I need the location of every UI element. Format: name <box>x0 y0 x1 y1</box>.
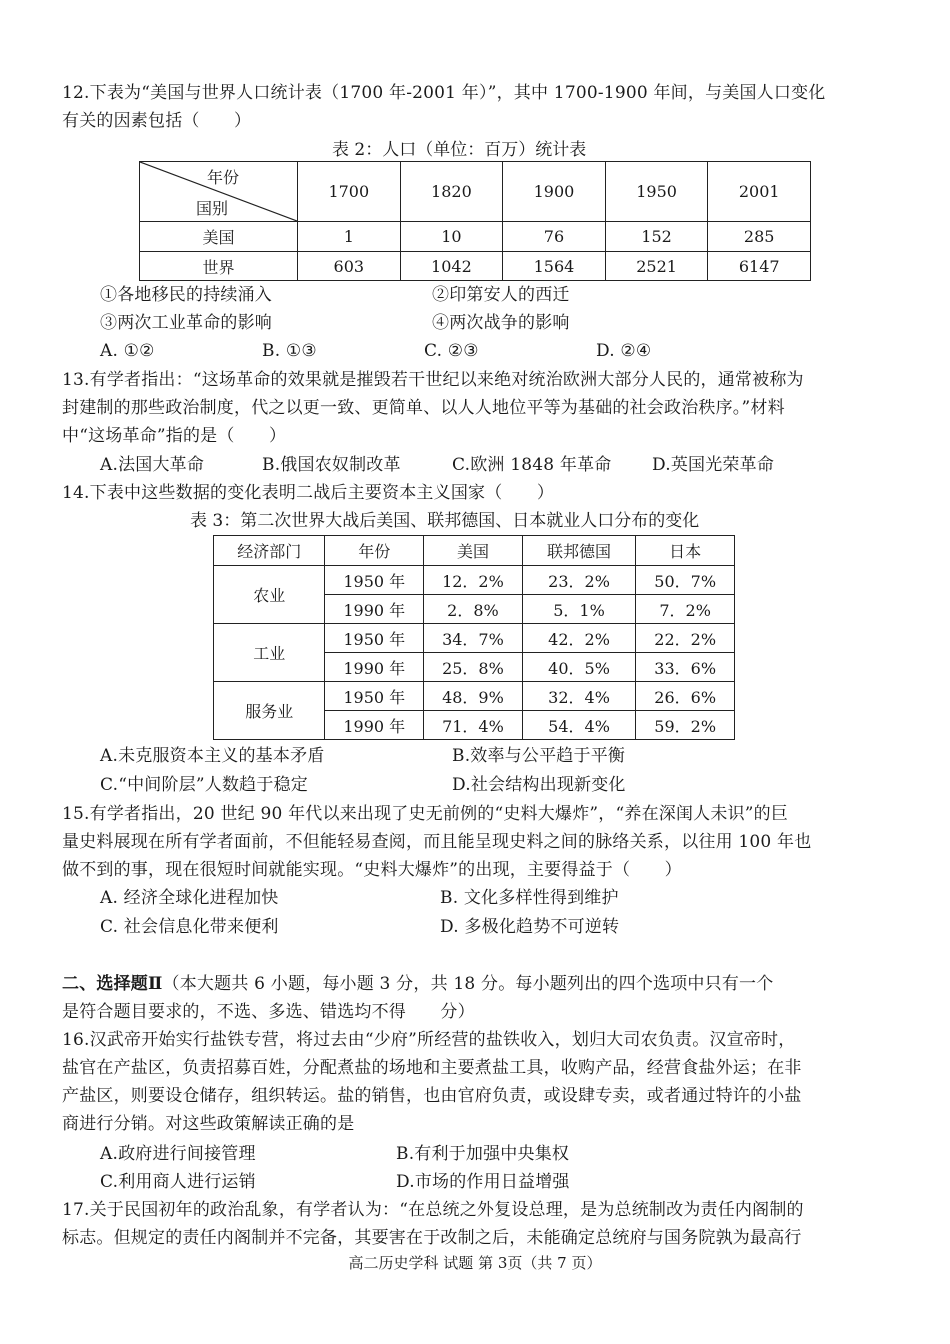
row-label: 世界 <box>140 252 298 281</box>
q13-option-a: A.法国大革命 <box>100 455 205 475</box>
year-cell: 1950 年 <box>325 566 424 595</box>
year-cell: 1950 年 <box>325 624 424 653</box>
header-corner-country: 国别 <box>196 199 229 218</box>
table-row <box>140 252 811 281</box>
section2-heading: 二、选择题Ⅱ <box>62 974 163 994</box>
q13-option-b: B.俄国农奴制改革 <box>262 455 401 475</box>
q15-option-b: B. 文化多样性得到维护 <box>440 888 619 908</box>
q13-stem-line1: 13.有学者指出：“这场革命的效果就是摧毁若干世纪以来绝对统治欧洲大部分人民的，通常被称为 <box>62 370 804 390</box>
q16-option-b: B.有利于加强中央集权 <box>396 1144 570 1164</box>
q15-option-a: A. 经济全球化进程加快 <box>100 888 279 908</box>
q12-stem-line1: 12.下表为“美国与世界人口统计表（1700 年-2001 年）”，其中 1700-1900 年间，与美国人口变化 <box>62 83 826 103</box>
table-cell: 2．8% <box>424 595 523 624</box>
table-cell: 40．5% <box>522 653 636 682</box>
q17-stem-line1: 17.关于民国初年的政治乱象，有学者认为：“在总统之外复设总理，是为总统制改为责任内阁制的 <box>62 1200 804 1220</box>
column-header: 美国 <box>424 536 523 566</box>
table-cell: 34．7% <box>424 624 523 653</box>
q12-option-b: B. ①③ <box>262 341 317 361</box>
table-row <box>214 566 735 595</box>
q15-option-c: C. 社会信息化带来便利 <box>100 917 279 937</box>
table-cell: 50．7% <box>636 566 735 595</box>
q14-table-title: 表 3：第二次世界大战后美国、联邦德国、日本就业人口分布的变化 <box>190 511 700 531</box>
q13-option-d: D.英国光荣革命 <box>652 455 775 475</box>
table-cell: 10 <box>400 222 503 252</box>
column-header: 经济部门 <box>214 536 325 566</box>
section2-desc-line2: 是符合题目要求的，不选、多选、错选均不得 分） <box>62 1002 475 1022</box>
table-cell: 71．4% <box>424 711 523 740</box>
column-header: 联邦德国 <box>522 536 636 566</box>
table-cell: 603 <box>298 252 401 281</box>
q14-stem: 14.下表中这些数据的变化表明二战后主要资本主义国家（ ） <box>62 483 555 503</box>
year-header: 2001 <box>708 162 811 222</box>
table-cell: 59．2% <box>636 711 735 740</box>
table-cell: 5．1% <box>522 595 636 624</box>
q14-option-a: A.未克服资本主义的基本矛盾 <box>100 746 325 766</box>
table-cell: 26．6% <box>636 682 735 711</box>
year-header: 1820 <box>400 162 503 222</box>
row-label: 美国 <box>140 222 298 252</box>
table-cell: 2521 <box>605 252 708 281</box>
q12-item-1: ①各地移民的持续涌入 <box>100 285 272 305</box>
table-cell: 33．6% <box>636 653 735 682</box>
population-table <box>139 161 811 281</box>
q16-stem-line4: 商进行分销。对这些政策解读正确的是 <box>62 1114 355 1134</box>
sector-label: 工业 <box>214 624 325 682</box>
q16-stem-line2: 盐官在产盐区，负责招募百姓，分配煮盐的场地和主要煮盐工具，收购产品，经营食盐外运；在非 <box>62 1058 802 1078</box>
table-cell: 42．2% <box>522 624 636 653</box>
sector-label: 农业 <box>214 566 325 624</box>
table-cell: 152 <box>605 222 708 252</box>
table-cell: 23．2% <box>522 566 636 595</box>
q12-table-title: 表 2：人口（单位：百万）统计表 <box>332 140 587 160</box>
table-cell: 32．4% <box>522 682 636 711</box>
table-cell: 285 <box>708 222 811 252</box>
q12-item-2: ②印第安人的西迁 <box>432 285 570 305</box>
q12-stem-line2: 有关的因素包括（ ） <box>62 111 252 131</box>
q16-option-d: D.市场的作用日益增强 <box>396 1172 570 1192</box>
table-cell: 7．2% <box>636 595 735 624</box>
q13-option-c: C.欧洲 1848 年革命 <box>452 455 612 475</box>
table-cell: 12．2% <box>424 566 523 595</box>
table-cell: 6147 <box>708 252 811 281</box>
year-header: 1700 <box>298 162 401 222</box>
q12-item-3: ③两次工业革命的影响 <box>100 313 272 333</box>
sector-label: 服务业 <box>214 682 325 740</box>
q13-stem-line3: 中“这场革命”指的是（ ） <box>62 426 287 446</box>
q16-option-c: C.利用商人进行运销 <box>100 1172 256 1192</box>
table-header-corner <box>140 162 298 222</box>
section2-desc-line1: （本大题共 6 小题，每小题 3 分，共 18 分。每小题列出的四个选项中只有一个 <box>162 974 774 994</box>
q12-item-4: ④两次战争的影响 <box>432 313 570 333</box>
q14-option-d: D.社会结构出现新变化 <box>452 775 626 795</box>
q13-stem-line2: 封建制的那些政治制度，代之以更一致、更简单、以人人地位平等为基础的社会政治秩序。”材料 <box>62 398 785 418</box>
table-cell: 1564 <box>503 252 606 281</box>
q14-option-b: B.效率与公平趋于平衡 <box>452 746 626 766</box>
table-cell: 1042 <box>400 252 503 281</box>
year-header: 1900 <box>503 162 606 222</box>
page-footer: 高二历史学科 试题 第 3页（共 7 页） <box>348 1254 602 1272</box>
q12-option-a: A. ①② <box>100 341 155 361</box>
column-header: 年份 <box>325 536 424 566</box>
q12-option-c: C. ②③ <box>424 341 479 361</box>
header-corner-year: 年份 <box>206 168 239 187</box>
table-cell: 22．2% <box>636 624 735 653</box>
q15-option-d: D. 多极化趋势不可逆转 <box>440 917 620 937</box>
q12-option-d: D. ②④ <box>596 341 652 361</box>
year-cell: 1990 年 <box>325 595 424 624</box>
year-header: 1950 <box>605 162 708 222</box>
table-cell: 76 <box>503 222 606 252</box>
q16-option-a: A.政府进行间接管理 <box>100 1144 256 1164</box>
table-cell: 48．9% <box>424 682 523 711</box>
q14-option-c: C.“中间阶层”人数趋于稳定 <box>100 775 308 795</box>
year-cell: 1990 年 <box>325 711 424 740</box>
column-header: 日本 <box>636 536 735 566</box>
table-cell: 25．8% <box>424 653 523 682</box>
table-cell: 54．4% <box>522 711 636 740</box>
table-row <box>214 682 735 711</box>
table-cell: 1 <box>298 222 401 252</box>
table-row <box>140 222 811 252</box>
q15-stem-line1: 15.有学者指出，20 世纪 90 年代以来出现了史无前例的“史料大爆炸”，“养在深闺人未识”的巨 <box>62 804 789 824</box>
q16-stem-line3: 产盐区，则要设仓储存，组织转运。盐的销售，也由官府负责，或设肆专卖，或者通过特许的小盐 <box>62 1086 802 1106</box>
section2-header <box>62 971 773 997</box>
employment-table <box>213 535 735 740</box>
q15-stem-line3: 做不到的事，现在很短时间就能实现。“史料大爆炸”的出现，主要得益于（ ） <box>62 860 682 880</box>
q17-stem-line2: 标志。但规定的责任内阁制并不完备，其要害在于改制之后，未能确定总统府与国务院孰为最高行 <box>62 1228 802 1248</box>
year-cell: 1950 年 <box>325 682 424 711</box>
table-row <box>214 624 735 653</box>
q15-stem-line2: 量史料展现在所有学者面前，不但能轻易查阅，而且能呈现史料之间的脉络关系，以往用 100 年也 <box>62 832 812 852</box>
year-cell: 1990 年 <box>325 653 424 682</box>
q16-stem-line1: 16.汉武帝开始实行盐铁专营，将过去由“少府”所经营的盐铁收入，划归大司农负责。汉宣帝时， <box>62 1030 796 1050</box>
